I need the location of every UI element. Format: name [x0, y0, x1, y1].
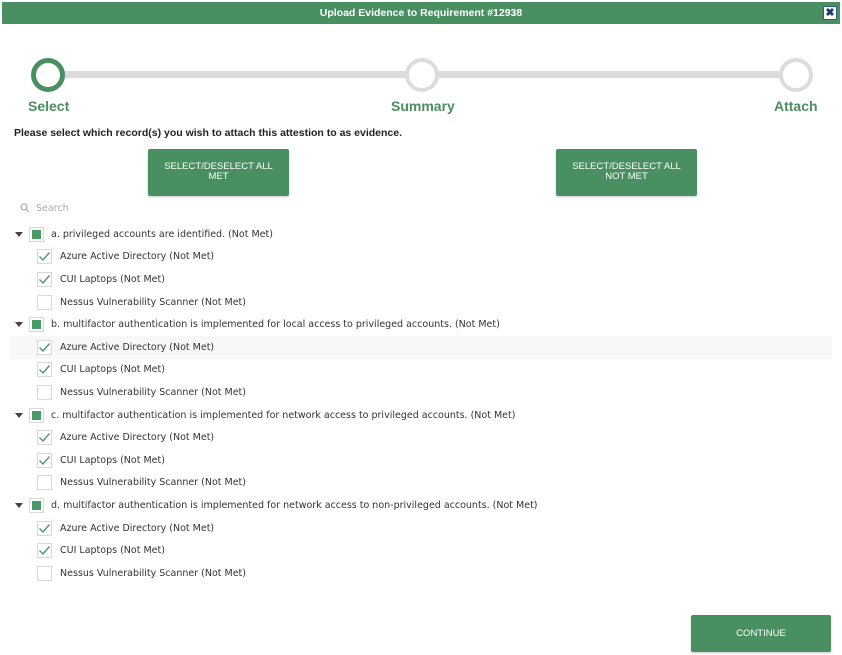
record-checkbox[interactable] — [37, 543, 52, 558]
caret-down-icon[interactable] — [13, 499, 25, 511]
record-label: CUI Laptops (Not Met) — [60, 364, 165, 376]
tree-child-row — [10, 426, 832, 449]
record-checkbox[interactable] — [37, 340, 52, 355]
record-checkbox[interactable] — [37, 295, 52, 310]
caret-down-icon[interactable] — [13, 228, 25, 240]
group-label: c. multifactor authentication is implemented for network access to privileged accounts. (Not Met) — [51, 409, 516, 421]
record-checkbox[interactable] — [37, 249, 52, 264]
record-label: Azure Active Directory (Not Met) — [60, 341, 215, 353]
record-label: Azure Active Directory (Not Met) — [60, 432, 215, 444]
tree-group-row — [10, 313, 832, 336]
record-checkbox[interactable] — [37, 521, 52, 536]
group-checkbox[interactable] — [29, 498, 44, 513]
step-label-summary: Summary — [391, 98, 455, 114]
progress-stepper — [0, 56, 842, 116]
group-checkbox[interactable] — [29, 227, 44, 242]
record-label: Nessus Vulnerability Scanner (Not Met) — [60, 477, 246, 489]
record-checkbox[interactable] — [37, 453, 52, 468]
checkmark-icon — [38, 342, 51, 353]
record-label: CUI Laptops (Not Met) — [60, 545, 165, 557]
tree-child-row — [10, 246, 832, 269]
record-checkbox[interactable] — [37, 430, 52, 445]
dialog-titlebar — [2, 2, 840, 24]
search-icon — [20, 203, 30, 213]
record-checkbox[interactable] — [37, 385, 52, 400]
record-checkbox[interactable] — [37, 362, 52, 377]
tree-child-row — [10, 336, 832, 359]
checkmark-icon — [38, 432, 51, 443]
step-label-attach: Attach — [774, 98, 818, 114]
caret-down-icon[interactable] — [13, 319, 25, 331]
tree-child-row — [10, 268, 832, 291]
close-button[interactable] — [823, 6, 837, 20]
tree-child-row — [10, 472, 832, 495]
tree-group-row — [10, 404, 832, 427]
tree-child-row — [10, 562, 832, 585]
group-label: a. privileged accounts are identified. (Not Met) — [51, 228, 273, 240]
tree-child-row — [10, 539, 832, 562]
search-input[interactable] — [36, 203, 286, 214]
checkmark-icon — [38, 523, 51, 534]
group-checkbox[interactable] — [29, 408, 44, 423]
close-icon: ✖ — [825, 7, 835, 19]
select-all-met-button[interactable] — [148, 149, 289, 196]
step-circle-attach — [779, 58, 813, 92]
continue-button[interactable]: CONTINUE — [691, 615, 831, 652]
record-checkbox[interactable] — [37, 272, 52, 287]
checkmark-icon — [38, 364, 51, 375]
tree-child-row — [10, 517, 832, 540]
record-label: CUI Laptops (Not Met) — [60, 273, 165, 285]
checkmark-icon — [38, 251, 51, 262]
select-all-met-line1: SELECT/DESELECT ALL — [164, 161, 273, 172]
record-label: Nessus Vulnerability Scanner (Not Met) — [60, 386, 246, 398]
record-label: Nessus Vulnerability Scanner (Not Met) — [60, 567, 246, 579]
select-all-not-met-button[interactable] — [556, 149, 697, 196]
group-label: d. multifactor authentication is implemented for network access to non-privileged accounts. (Not Met) — [51, 499, 538, 511]
caret-down-icon[interactable] — [13, 409, 25, 421]
tree-child-row — [10, 449, 832, 472]
tree-group-row — [10, 223, 832, 246]
step-circle-select — [31, 58, 65, 92]
tree-group-row — [10, 494, 832, 517]
checkmark-icon — [38, 274, 51, 285]
record-label: CUI Laptops (Not Met) — [60, 454, 165, 466]
select-all-met-line2: MET — [208, 171, 229, 182]
requirement-tree — [10, 223, 832, 585]
record-label: Azure Active Directory (Not Met) — [60, 251, 215, 263]
record-label: Azure Active Directory (Not Met) — [60, 522, 215, 534]
step-circle-summary — [405, 58, 439, 92]
record-checkbox[interactable] — [37, 566, 52, 581]
tree-child-row — [10, 291, 832, 314]
tree-child-row — [10, 381, 832, 404]
dialog-title: Upload Evidence to Requirement #12938 — [319, 7, 523, 19]
select-all-not-met-line2: NOT MET — [605, 171, 648, 182]
group-label: b. multifactor authentication is implemented for local access to privileged accounts. (Not Met) — [51, 319, 500, 331]
record-label: Nessus Vulnerability Scanner (Not Met) — [60, 296, 246, 308]
tree-child-row — [10, 359, 832, 382]
record-checkbox[interactable] — [37, 475, 52, 490]
group-checkbox[interactable] — [29, 317, 44, 332]
instruction-text: Please select which record(s) you wish to attach this attestion to as evidence. — [14, 127, 403, 139]
select-all-not-met-line1: SELECT/DESELECT ALL — [572, 161, 681, 172]
checkmark-icon — [38, 455, 51, 466]
step-label-select: Select — [28, 98, 70, 114]
checkmark-icon — [38, 545, 51, 556]
search-bar — [14, 199, 314, 217]
